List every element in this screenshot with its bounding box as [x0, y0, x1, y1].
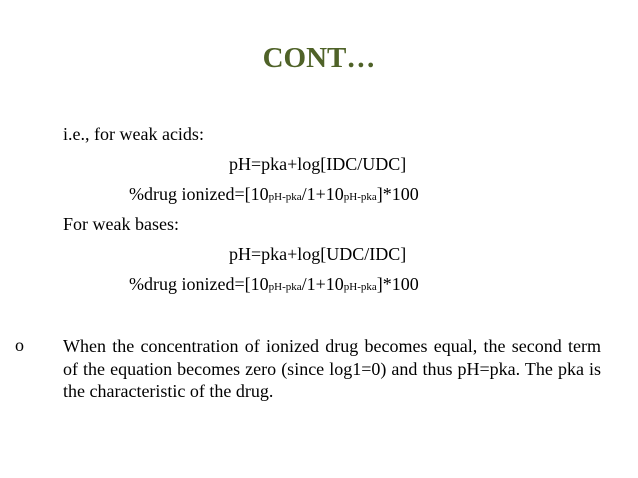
- base-ion-part-c: ]*100: [376, 274, 419, 294]
- base-ion-sub-2: pH-pka: [343, 281, 377, 293]
- bullet-marker: o: [15, 335, 24, 355]
- acid-equation: pH=pka+log[IDC/UDC]: [229, 154, 407, 174]
- slide-title: CONT…: [262, 42, 376, 74]
- base-ionized-formula: [129, 273, 419, 298]
- acid-ion-part-c: ]*100: [376, 184, 419, 204]
- base-equation: pH=pka+log[UDC/IDC]: [229, 244, 407, 264]
- bullet-text: When the concentration of ionized drug becomes equal, the second term of the equation becomes zero (since log1=0) and thus pH=pka. The pka is the characteristic of the drug.: [63, 336, 601, 401]
- base-ion-part-b: /1+10: [301, 274, 344, 294]
- acid-ion-part-a: %drug ionized=[10: [129, 184, 269, 204]
- bases-label: For weak bases:: [63, 214, 179, 234]
- acid-ion-sub-1: pH-pka: [268, 191, 302, 203]
- intro-text: i.e., for weak acids:: [63, 124, 204, 144]
- base-ion-part-a: %drug ionized=[10: [129, 274, 269, 294]
- acid-ion-part-b: /1+10: [301, 184, 344, 204]
- acid-ionized-formula: [129, 183, 419, 208]
- acid-ion-sub-2: pH-pka: [343, 191, 377, 203]
- base-ion-sub-1: pH-pka: [268, 281, 302, 293]
